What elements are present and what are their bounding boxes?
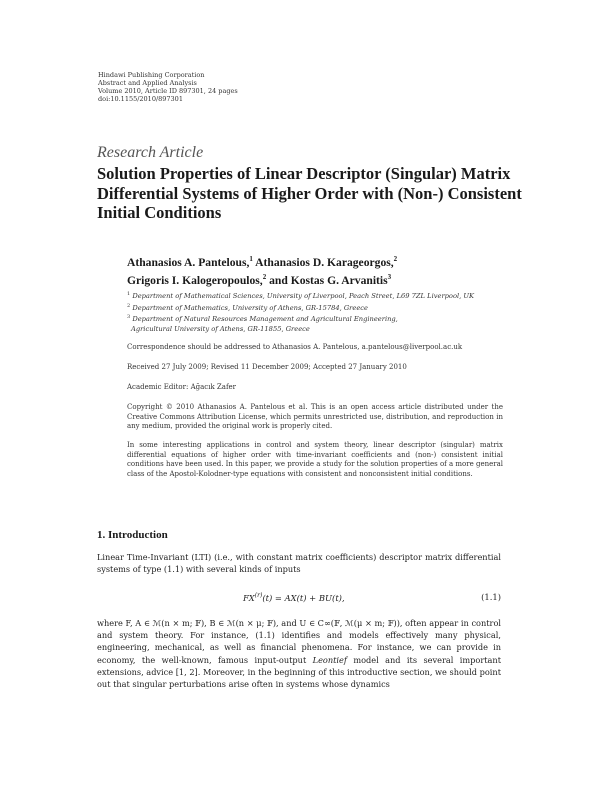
author: Athanasios D. Karageorgos,$^2$ (255, 255, 398, 269)
author: Athanasios A. Pantelous,$^1$ (127, 255, 253, 269)
paragraph: Linear Time-Invariant (LTI) (i.e., with constant matrix coefficients) descriptor matrix differential systems of type (1.1) with several kinds of inputs (97, 552, 501, 575)
correspondence: Correspondence should be addressed to Athanasios A. Pantelous, a.pantelous@liverpool.ac.uk (127, 343, 463, 351)
doi: doi:10.1155/2010/897301 (98, 95, 183, 103)
paper-title: Solution Properties of Linear Descriptor (Singular) Matrix Differential Systems of Higher Order with (Non-) Consistent Initial Conditions (97, 164, 522, 222)
author-list (127, 252, 527, 288)
affiliation: Agricultural University of Athens, GR-11855, Greece (131, 325, 310, 334)
publisher: Hindawi Publishing Corporation (98, 71, 205, 79)
journal-name: Abstract and Applied Analysis (98, 79, 197, 87)
copyright: Copyright © 2010 Athanasios A. Pantelous et al. This is an open access article distributed under the Creative Commons Attribution License, which permits unrestricted use, distribution, and reproduction in any medium, provided the original work is properly cited. (127, 403, 503, 430)
volume-info: Volume 2010, Article ID 897301, 24 pages (98, 87, 238, 95)
author: and Kostas G. Arvanitis$^3$ (269, 272, 392, 287)
paragraph: where F, A ∈ ℳ(n × m; 𝔽), B ∈ ℳ(n × μ; 𝔽), and U ∈ C∞(𝔽, ℳ(μ × m; 𝔽)), often appear in control and system theory. For instance, (1.1) identifies and models effectively many physical, engineering, mechanical, as well as financial phenomena. For instance, we can provide in economy, the well-known, famous input-output Leontief model and its several important extensions, advice [1, 2]. Moreover, in the beginning of this introductive section, we should point out that singular perturbations arise often in systems whose dynamics (97, 618, 501, 690)
affiliation: $^1$ Department of Mathematical Sciences, University of Liverpool, Peach Street, L69 7ZL Liverpool, UK (127, 291, 474, 301)
academic-editor: Academic Editor: Ağacık Zafer (127, 383, 237, 391)
equation-formula: $FX^{(r)}(t) = AX(t) + BU(t)$, (243, 592, 345, 603)
abstract: In some interesting applications in control and system theory, linear descriptor (singular) matrix differential equations of higher order with time-invariant coefficients and (non-) consistent initial conditions have been used. In this paper, we provide a study for the solution properties of a more general class of the Apostol-Kolodner-type equations with consistent and nonconsistent initial conditions. (127, 441, 503, 478)
author: Grigoris I. Kalogeropoulos,$^2$ (127, 272, 267, 287)
section-title: 1. Introduction (97, 529, 168, 541)
equation-number: (1.1) (481, 592, 501, 602)
journal-header (98, 71, 238, 103)
affiliation: $^2$ Department of Mathematics, University of Athens, GR-15784, Greece (127, 302, 368, 312)
affiliations (127, 290, 507, 335)
dates: Received 27 July 2009; Revised 11 December 2009; Accepted 27 January 2010 (127, 363, 407, 371)
article-type: Research Article (97, 144, 204, 161)
affiliation: $^3$ Department of Natural Resources Management and Agricultural Engineering, (127, 314, 398, 324)
